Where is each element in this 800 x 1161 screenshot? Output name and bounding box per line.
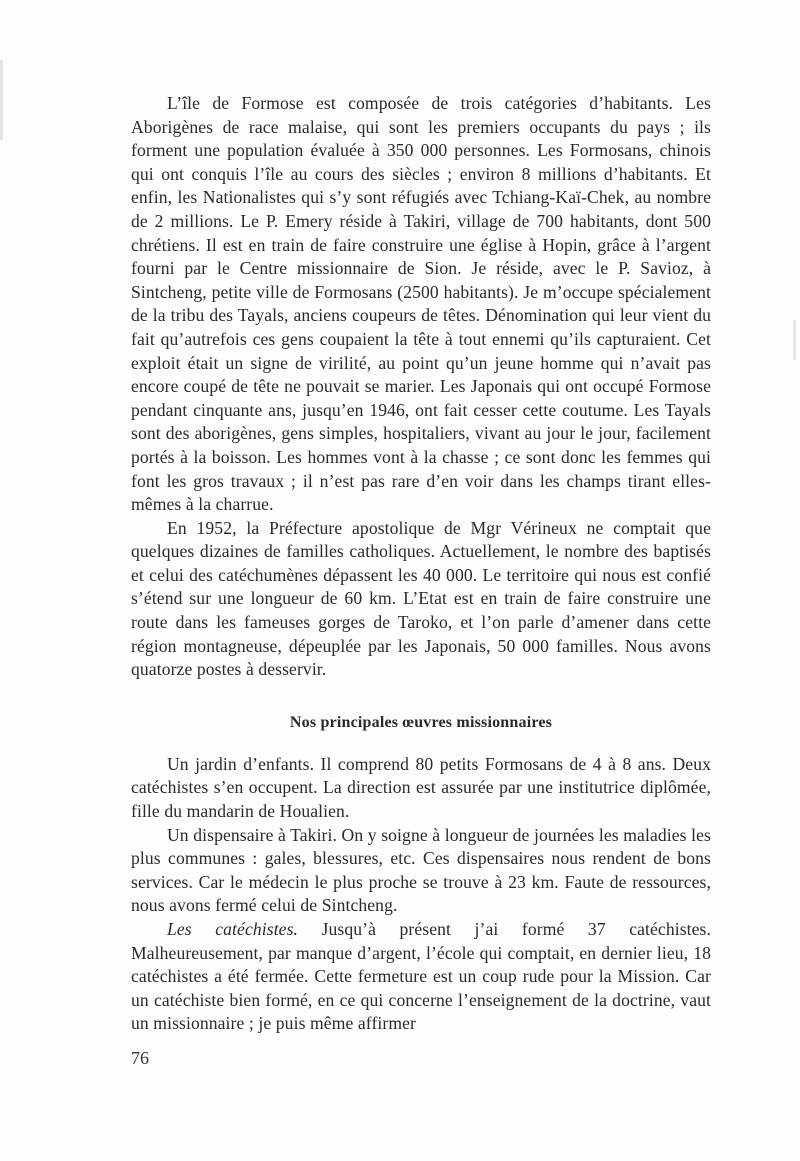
paragraph-prefecture: En 1952, la Préfecture apostolique de Mgr Vérineux ne comptait que quelques dizaines de familles catholiques. Actuellement, le nombre des baptisés et celui des catéchumènes dépassent les 40 000. Le territoire qui nous est confié s’étend sur une longueur de 60 km. L’Etat est en train de faire construire une route dans les fameuses gorges de Taroko, et l’on parle d’amener dans cette région montagneuse, dépeuplée par les Japonais, 50 000 familles. Nous avons quatorze postes à desservir. <box>131 517 711 680</box>
section-heading: Nos principales œuvres missionnaires <box>289 713 553 731</box>
paragraph-dispensary-text: Un dispensaire à Takiri. On y soigne à longueur de journées les maladies les plus communes : gales, blessures, etc. Ces dispensaires nous rendent de bons services. Car le médecin le plus proche se trouve à 23 km. Faute de ressources, nous avons fermé celui de Sintcheng. <box>131 824 711 916</box>
paragraph-dispensary <box>131 824 711 918</box>
paragraph-kindergarten-text: Un jardin d’enfants. Il comprend 80 petits Formosans de 4 à 8 ans. Deux catéchistes s’en occupent. La direction est assurée par une institutrice diplômée, fille du mandarin de Houalien. <box>131 753 711 822</box>
body-text <box>131 92 711 1036</box>
paragraph-kindergarten <box>131 753 711 824</box>
paragraph-inhabitants: L’île de Formose est composée de trois catégories d’habitants. Les Aborigènes de race malaise, qui sont les premiers occupants du pays ; ils forment une population évaluée à 350 000 personnes. Les Formosans, chinois qui ont conquis l’île au cours des siècles ; environ 8 millions d’habitants. Et enfin, les Nationalistes qui s’y sont réfugiés avec Tchiang-Kaï-Chek, au nombre de 2 millions. Le P. Emery réside à Takiri, village de 700 habitants, dont 500 chrétiens. Il est en train de faire construire une église à Hopin, grâce à l’argent fourni par le Centre missionnaire de Sion. Je réside, avec le P. Savioz, à Sintcheng, petite ville de Formosans (2500 habitants). Je m’occupe spécialement de la tribu des Tayals, anciens coupeurs de têtes. Dénomination qui leur vient du fait qu’autrefois ces gens coupaient la tête à tout ennemi qu’ils capturaient. Cet exploit était un signe de virilité, au point qu’un jeune homme qui n’avait pas encore coupé de tête ne pouvait se marier. Les Japonais qui ont occupé Formose pendant cinquante ans, jusqu’en 1946, ont fait cesser cette coutume. Les Tayals sont des aborigènes, gens simples, hospitaliers, vivant au jour le jour, facilement portés à la boisson. Les hommes vont à la chasse ; ce sont donc les femmes qui font les gros travaux ; il n’est pas rare d’en voir dans les champs tirant elles-mêmes à la charrue. <box>131 93 711 515</box>
left-edge-shadow <box>0 60 3 140</box>
page-number: 76 <box>131 1048 149 1068</box>
paragraph-catechists-text: Jusqu’à présent j’ai formé 37 catéchistes. Malheureusement, par manque d’argent, l’école qui comptait, en dernier lieu, 18 catéchistes a été fermée. Cette fermeture est un coup rude pour la Mission. Car un catéchiste bien formé, en ce qui concerne l’enseignement de la doctrine, vaut un missionnaire ; je puis même affirmer <box>131 919 711 1034</box>
paragraph-catechists <box>131 918 711 1036</box>
catechists-lead: Les catéchistes. <box>167 919 299 939</box>
right-edge-shadow <box>793 320 796 360</box>
